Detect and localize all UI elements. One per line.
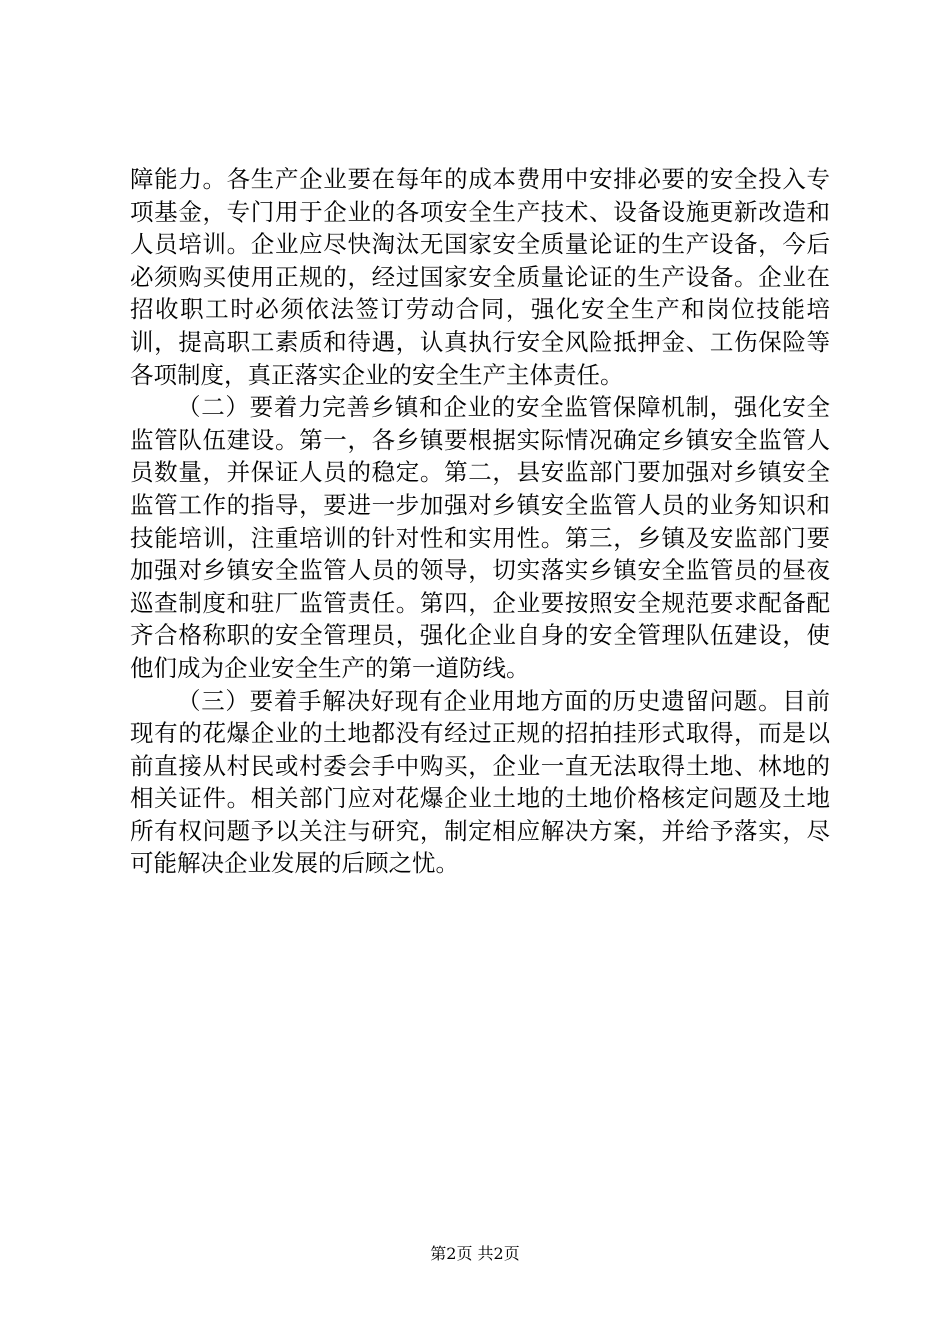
- paragraph-section-three: （三）要着手解决好现有企业用地方面的历史遗留问题。目前现有的花爆企业的土地都没有经过正规的招拍挂形式取得，而是以前直接从村民或村委会手中购买，企业一直无法取得土地、林地的相关证件。相关部门应对花爆企业土地的土地价格核定问题及土地所有权问题予以关注与研究，制定相应解决方案，并给予落实，尽可能解决企业发展的后顾之忧。: [130, 686, 830, 878]
- body-text: [130, 163, 830, 880]
- paragraph-section-two: （二）要着力完善乡镇和企业的安全监管保障机制，强化安全监管队伍建设。第一，各乡镇要根据实际情况确定乡镇安全监管人员数量，并保证人员的稳定。第二，县安监部门要加强对乡镇安全监管工作的指导，要进一步加强对乡镇安全监管人员的业务知识和技能培训，注重培训的针对性和实用性。第三，乡镇及安监部门要加强对乡镇安全监管人员的领导，切实落实乡镇安全监管员的昼夜巡查制度和驻厂监管责任。第四，企业要按照安全规范要求配备配齐合格称职的安全管理员，强化企业自身的安全管理队伍建设，使他们成为企业安全生产的第一道防线。: [130, 393, 830, 682]
- page-footer: 第2页 共2页: [430, 1244, 520, 1263]
- paragraph-continuation: 障能力。各生产企业要在每年的成本费用中安排必要的安全投入专项基金，专门用于企业的各项安全生产技术、设备设施更新改造和人员培训。企业应尽快淘汰无国家安全质量论证的生产设备，今后必须购买使用正规的，经过国家安全质量论证的生产设备。企业在招收职工时必须依法签订劳动合同，强化安全生产和岗位技能培训，提高职工素质和待遇，认真执行安全风险抵押金、工伤保险等各项制度，真正落实企业的安全生产主体责任。: [130, 165, 830, 389]
